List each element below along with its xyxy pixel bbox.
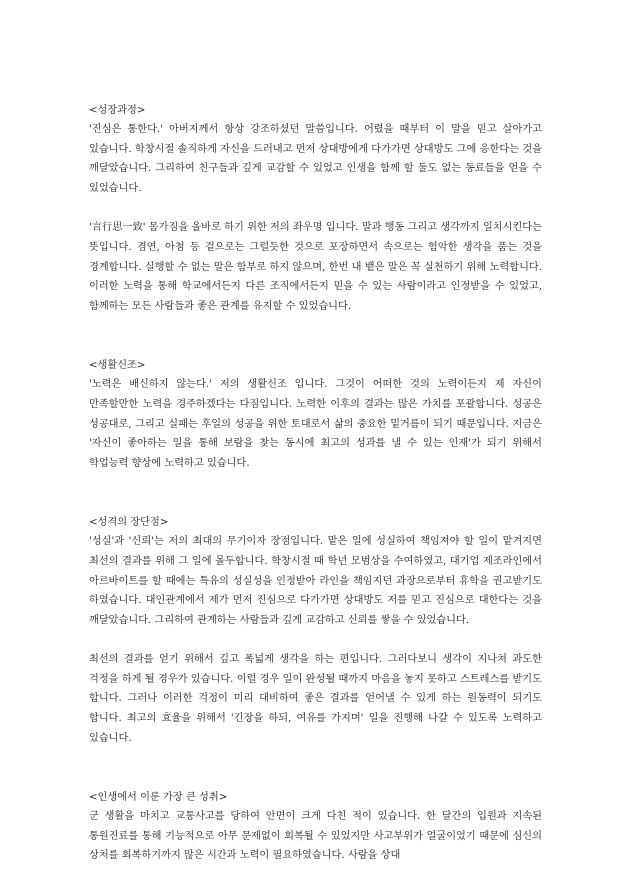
section-achievement (89, 788, 542, 866)
paragraph-growth-1: '진심은 통한다.' 아버지께서 항상 강조하셨던 말씀입니다. 어렸을 때부터 이 말을 믿고 살아가고 있습니다. 학창시절 솔직하게 자신을 드러내고 먼저 상대방에게 다가가면 상대방도 그에 응한다는 것을 깨달았습니다. 그리하여 친구들과 깊게 교감할 수 있었고 인생을 함께 할 둘도 없는 동료들을 얻을 수 있었습니다. (89, 124, 542, 194)
section-title-growth: <성장과정> (89, 105, 146, 116)
section-title-life-creed: <생활신조> (89, 360, 146, 372)
section-personality (89, 513, 542, 748)
section-life-creed (89, 356, 542, 473)
paragraph-achievement-1: 군 생활을 마치고 교통사고를 당하여 안면이 크게 다친 적이 있습니다. 한 달간의 입원과 지속된 통원진료를 통해 기능적으로 아무 문제없이 회복될 수 있었지만 사고부위가 얼굴이었기 때문에 심신의 상처를 회복하기까지 많은 시간과 노력이 필요하였습니다. 사람을 상대 (89, 811, 542, 862)
section-title-personality: <성격의 장단점> (89, 517, 169, 529)
paragraph-personality-2: 최선의 결과를 얻기 위해서 깊고 폭넓게 생각을 하는 편입니다. 그러다보니 생각이 지나쳐 과도한 걱정을 하게 될 경우가 있습니다. 이럴 경우 일이 완성될 때까지 마음을 놓지 못하고 스트레스를 받기도 합니다. 그러나 이러한 걱정이 미리 대비하여 좋은 결과를 얻어낼 수 있게 하는 원동력이 되기도 합니다. 최고의 효율을 위해서 '긴장을 하되, 여유를 가지며' 일을 진행해 나갈 수 있도록 노력하고 있습니다. (89, 654, 542, 744)
paragraph-personality-1: '성실'과 '신뢰'는 저의 최대의 무기이자 장점입니다. 맡은 일에 성실하여 책임져야 할 일이 맡겨지면 최선의 결과를 위해 그 일에 몰두합니다. 학창시절 때 학년 모범상을 수여하였고, 대기업 제조라인에서 아르바이트를 할 때에는 특유의 성실성을 인정받아 라인을 책임지던 과장으로부터 휴학을 권고받기도 하였습니다. 대인관계에서 제가 먼저 진심으로 다가가면 상대방도 저를 믿고 진심으로 대한다는 것을 깨달았습니다. 그리하여 관계하는 사람들과 깊게 교감하고 신뢰를 쌓을 수 있었습니다. (89, 536, 542, 626)
section-growth (89, 101, 542, 316)
paragraph-growth-2: '言行思一致' 몸가짐을 올바로 하기 위한 저의 좌우명 입니다. 말과 행동 그리고 생각까지 일치시킨다는 뜻입니다. 겸연, 아첨 등 겉으로는 그럴듯한 것으로 포장하면서 속으로는 험악한 생각을 품는 것을 경계합니다. 실행할 수 없는 말은 함부로 하지 않으며, 한번 내 뱉은 말은 꼭 실천하기 위해 노력합니다. 이러한 노력을 통해 학교에서든지 다른 조직에서든지 믿을 수 있는 사람이라고 인정받을 수 있었고, 함께하는 모든 사람들과 좋은 관계를 유지할 수 있었습니다. (89, 222, 542, 312)
paragraph-life-creed-1: '노력은 배신하지 않는다.' 저의 생활신조 입니다. 그것이 어떠한 것의 노력이든지 제 자신이 만족할만한 노력을 경주하겠다는 다짐입니다. 노력한 이후의 결과는 많은 가치를 포괄합니다. 성공은 성공대로, 그리고 실패는 후일의 성공을 위한 토대로서 삶의 중요한 밑거름이 되기 때문입니다. 지금은 '자신이 좋아하는 일을 통해 보람을 찾는 동시에 최고의 성과를 낼 수 있는 인재'가 되기 위해서 학업능력 향상에 노력하고 있습니다. (89, 379, 542, 469)
section-title-achievement: <인생에서 이룬 가장 큰 성취> (89, 792, 228, 804)
document-body (89, 101, 542, 866)
